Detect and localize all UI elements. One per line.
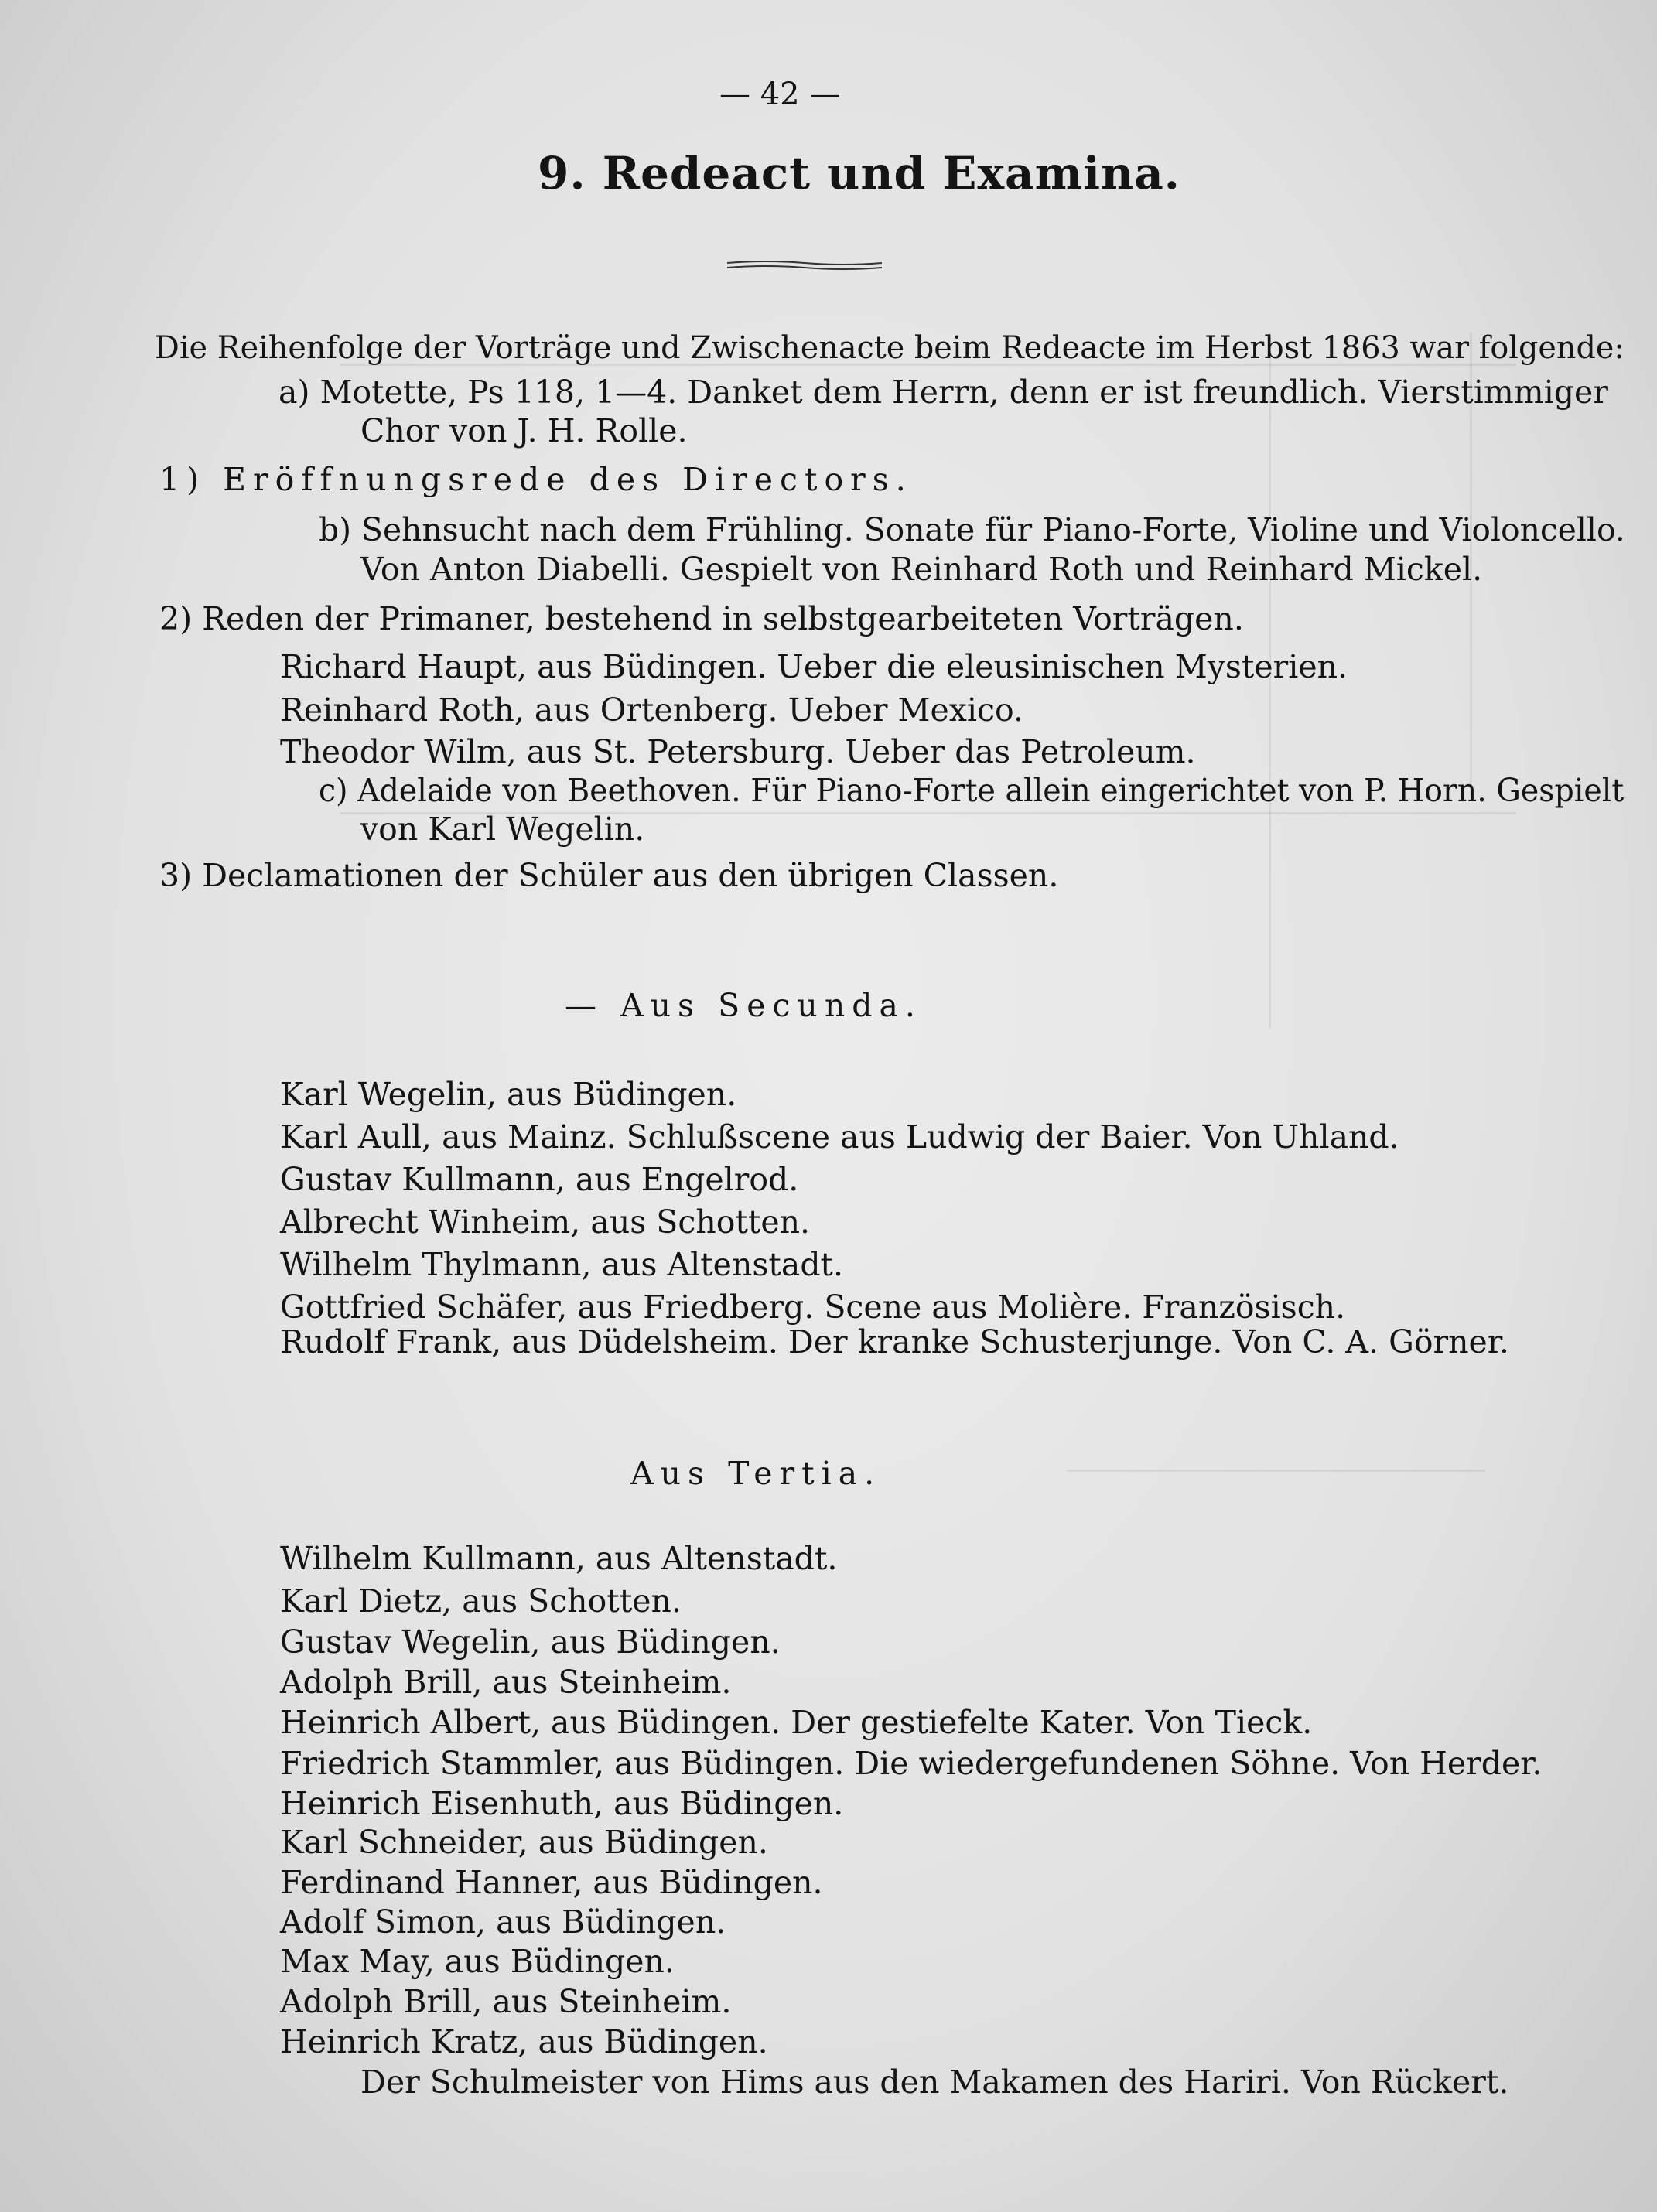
heading-ornament	[727, 260, 882, 271]
program-item-a-cont: Chor von J. H. Rolle.	[360, 412, 688, 449]
tertia-entry-7: Heinrich Eisenhuth, aus Büdingen.	[280, 1785, 844, 1822]
tertia-entry-4: Adolph Brill, aus Steinheim.	[280, 1664, 732, 1701]
tertia-entry-5: Heinrich Albert, aus Büdingen. Der gestiefelte Kater. Von Tieck.	[280, 1704, 1313, 1741]
tertia-entry-12: Adolph Brill, aus Steinheim.	[280, 1983, 732, 2020]
program-item-b-cont: Von Anton Diabelli. Gespielt von Reinhard Roth und Reinhard Mickel.	[360, 551, 1483, 588]
program-item-c-cont: von Karl Wegelin.	[360, 811, 645, 848]
primaner-speech-3: Theodor Wilm, aus St. Petersburg. Ueber das Petroleum.	[280, 733, 1196, 770]
program-item-1: 1) Eröffnungsrede des Directors.	[159, 461, 913, 498]
tertia-entry-8: Karl Schneider, aus Büdingen.	[280, 1824, 768, 1861]
tertia-heading: Aus Tertia.	[630, 1455, 882, 1492]
secunda-entry-7: Rudolf Frank, aus Düdelsheim. Der kranke Schusterjunge. Von C. A. Görner.	[280, 1323, 1509, 1360]
program-item-b: b) Sehnsucht nach dem Frühling. Sonate für Piano-Forte, Violine und Violoncello.	[319, 511, 1625, 548]
tertia-entry-3: Gustav Wegelin, aus Büdingen.	[280, 1623, 781, 1661]
secunda-entry-2: Karl Aull, aus Mainz. Schlußscene aus Ludwig der Baier. Von Uhland.	[280, 1118, 1399, 1155]
secunda-entry-3: Gustav Kullmann, aus Engelrod.	[280, 1161, 799, 1198]
program-item-a: a) Motette, Ps 118, 1—4. Danket dem Herrn, denn er ist freundlich. Vierstimmiger	[278, 374, 1608, 411]
tertia-entry-9: Ferdinand Hanner, aus Büdingen.	[280, 1864, 823, 1901]
secunda-entry-5: Wilhelm Thylmann, aus Altenstadt.	[280, 1246, 844, 1283]
program-item-c: c) Adelaide von Beethoven. Für Piano-Forte allein eingerichtet von P. Horn. Gespielt	[319, 772, 1625, 809]
secunda-entry-4: Albrecht Winheim, aus Schotten.	[280, 1203, 811, 1241]
intro-text: Die Reihenfolge der Vorträge und Zwischenacte beim Redeacte im Herbst 1863 war folgende:	[155, 330, 1625, 366]
tertia-entry-11: Max May, aus Büdingen.	[280, 1943, 675, 1980]
secunda-entry-1: Karl Wegelin, aus Büdingen.	[280, 1076, 737, 1113]
secunda-heading: — Aus Secunda.	[565, 987, 922, 1024]
section-heading: 9. Redeact und Examina.	[538, 147, 1180, 200]
primaner-speech-1: Richard Haupt, aus Büdingen. Ueber die eleusinischen Mysterien.	[280, 648, 1348, 685]
tertia-closing-piece: Der Schulmeister von Hims aus den Makamen des Hariri. Von Rückert.	[360, 2064, 1509, 2101]
tertia-entry-2: Karl Dietz, aus Schotten.	[280, 1582, 682, 1620]
tertia-entry-6: Friedrich Stammler, aus Büdingen. Die wiedergefundenen Söhne. Von Herder.	[280, 1745, 1543, 1782]
program-item-3: 3) Declamationen der Schüler aus den übrigen Classen.	[159, 857, 1059, 894]
page-number: — 42 —	[719, 77, 841, 112]
tertia-entry-13: Heinrich Kratz, aus Büdingen.	[280, 2023, 768, 2060]
tertia-entry-10: Adolf Simon, aus Büdingen.	[280, 1903, 726, 1941]
program-item-2: 2) Reden der Primaner, bestehend in selbstgearbeiteten Vorträgen.	[159, 600, 1244, 637]
secunda-entry-6: Gottfried Schäfer, aus Friedberg. Scene aus Molière. Französisch.	[280, 1289, 1346, 1326]
tertia-entry-1: Wilhelm Kullmann, aus Altenstadt.	[280, 1540, 838, 1577]
primaner-speech-2: Reinhard Roth, aus Ortenberg. Ueber Mexico.	[280, 691, 1023, 729]
